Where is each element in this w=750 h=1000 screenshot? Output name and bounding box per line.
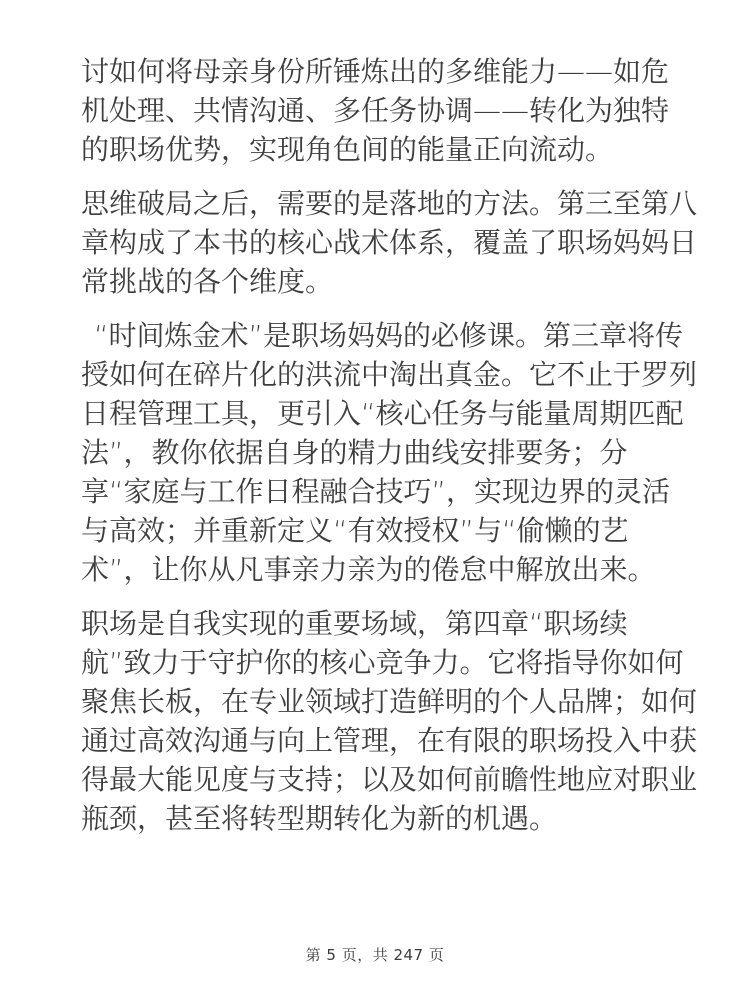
text-line: 的职场优势，实现角色间的能量正向流动。	[81, 133, 614, 166]
text-line: 思维破局之后，需要的是落地的方法。第三至第八	[81, 187, 698, 220]
text-line: 享“家庭与工作日程融合技巧”，实现边界的灵活	[81, 475, 671, 508]
paragraph	[81, 316, 698, 589]
text-line: 瓶颈，甚至将转型期转化为新的机遇。	[81, 802, 558, 835]
text-line: 职场是自我实现的重要场域，第四章“职场续	[81, 607, 628, 640]
text-line: 航”致力于守护你的核心竞争力。它将指导你如何	[81, 646, 684, 679]
page-indicator: 第 5 页，共 247 页	[305, 946, 445, 964]
text-line: 与高效；并重新定义“有效授权”与“偷懒的艺	[81, 514, 629, 547]
text-line: 日程管理工具，更引入“核心任务与能量周期匹配	[81, 397, 684, 430]
text-line: 授如何在碎片化的洪流中淘出真金。它不止于罗列	[81, 358, 698, 391]
text-line: 术”，让你从凡事亲力亲为的倦怠中解放出来。	[81, 553, 656, 586]
text-line: 通过高效沟通与向上管理，在有限的职场投入中获	[81, 724, 698, 757]
paragraph	[81, 52, 673, 169]
paragraph	[81, 184, 698, 301]
text-line: “时间炼金术”是职场妈妈的必修课。第三章将传	[94, 319, 684, 352]
text-line: 法”，教你依据自身的精力曲线安排要务；分	[81, 436, 628, 469]
text-line: 章构成了本书的核心战术体系，覆盖了职场妈妈日	[81, 226, 698, 259]
text-line: 常挑战的各个维度。	[81, 265, 334, 298]
text-line: 聚焦长板，在专业领域打造鲜明的个人品牌；如何	[81, 685, 698, 718]
page-text	[81, 52, 698, 838]
paragraph	[81, 604, 698, 838]
text-line: 机处理、共情沟通、多任务协调——转化为独特	[81, 94, 670, 127]
text-line: 得最大能见度与支持；以及如何前瞻性地应对职业	[81, 763, 698, 796]
text-line: 讨如何将母亲身份所锤炼出的多维能力——如危	[81, 55, 670, 88]
